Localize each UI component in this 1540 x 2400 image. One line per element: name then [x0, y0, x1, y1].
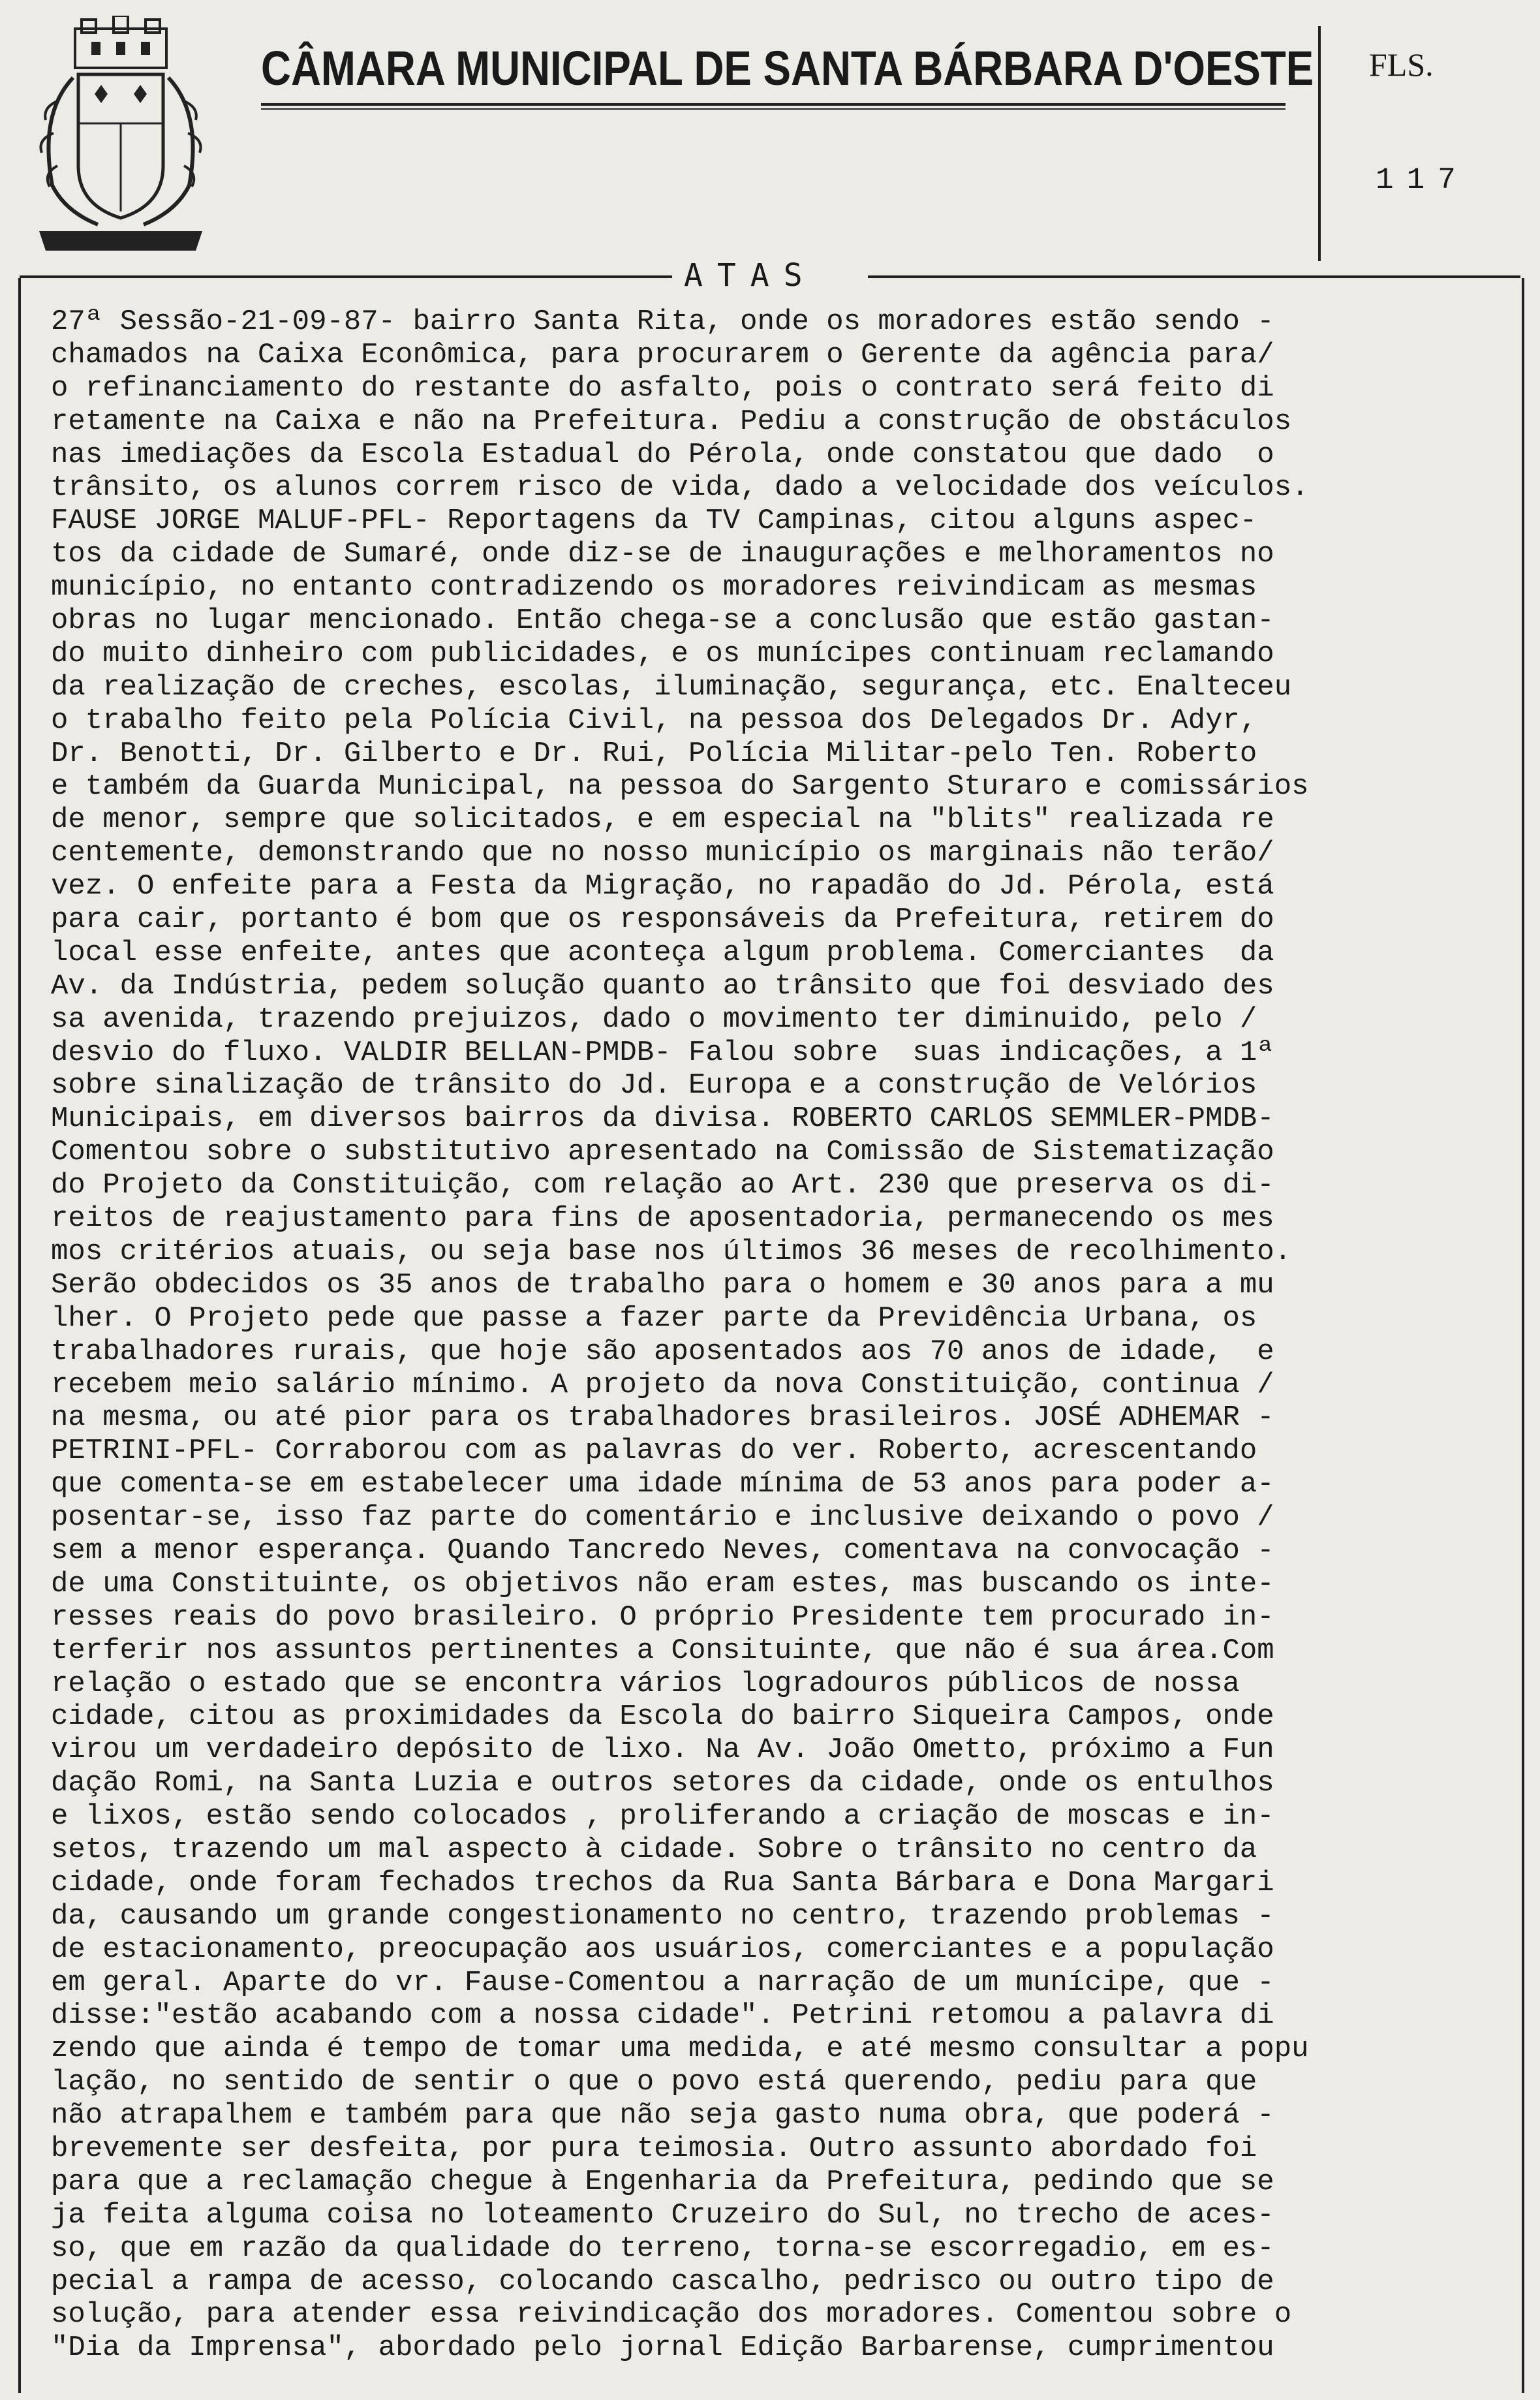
minutes-line: de estacionamento, preocupação aos usuários, comerciantes e a população	[51, 1933, 1274, 1966]
minutes-line: e também da Guarda Municipal, na pessoa do Sargento Sturaro e comissários	[51, 770, 1309, 803]
minutes-line: recebem meio salário mínimo. A projeto da nova Constituição, continua /	[51, 1368, 1274, 1401]
minutes-line: cidade, onde foram fechados trechos da Rua Santa Bárbara e Dona Margari	[51, 1866, 1274, 1899]
minutes-line: obras no lugar mencionado. Então chega-se a conclusão que estão gastan-	[51, 604, 1274, 638]
minutes-line: resses reais do povo brasileiro. O próprio Presidente tem procurado in-	[51, 1600, 1274, 1634]
minutes-line: lação, no sentido de sentir o que o povo está querendo, pediu para que	[51, 2066, 1257, 2099]
minutes-line: chamados na Caixa Econômica, para procurarem o Gerente da agência para/	[51, 338, 1274, 371]
fls-label: FLS.	[1369, 46, 1434, 83]
minutes-line: relação o estado que se encontra vários logradouros públicos de nossa	[51, 1667, 1240, 1700]
minutes-line: na mesma, ou até pior para os trabalhadores brasileiros. JOSÉ ADHEMAR -	[51, 1401, 1274, 1435]
minutes-line: da realização de creches, escolas, iluminação, segurança, etc. Enalteceu	[51, 670, 1292, 704]
municipal-crest-icon	[26, 16, 215, 257]
minutes-line: trânsito, os alunos correm risco de vida, dado a velocidade dos veículos.	[51, 471, 1309, 505]
minutes-line: Dr. Benotti, Dr. Gilberto e Dr. Rui, Polícia Militar-pelo Ten. Roberto	[51, 737, 1257, 770]
minutes-line: FAUSE JORGE MALUF-PFL- Reportagens da TV Campinas, citou alguns aspec-	[51, 505, 1257, 538]
minutes-line: vez. O enfeite para a Festa da Migração, no rapadão do Jd. Pérola, está	[51, 870, 1274, 903]
minutes-line: zendo que ainda é tempo de tomar uma medida, e até mesmo consultar a popu	[51, 2033, 1309, 2066]
minutes-line: disse:"estão acabando com a nossa cidade". Petrini retomou a palavra di	[51, 1999, 1274, 2033]
minutes-line: que comenta-se em estabelecer uma idade mínima de 53 anos para poder a-	[51, 1468, 1274, 1501]
minutes-line: brevemente ser desfeita, por pura teimosia. Outro assunto abordado foi	[51, 2132, 1257, 2165]
title-underline	[261, 103, 1286, 106]
minutes-line: posentar-se, isso faz parte do comentário e inclusive deixando o povo /	[51, 1501, 1274, 1535]
minutes-line: tos da cidade de Sumaré, onde diz-se de inaugurações e melhoramentos no	[51, 538, 1274, 571]
chamber-title: CÂMARA MUNICIPAL DE SANTA BÁRBARA D'OESTE	[261, 41, 1314, 95]
page-number: 117	[1376, 163, 1469, 197]
minutes-line: terferir nos assuntos pertinentes a Consituinte, que não é sua área.Com	[51, 1634, 1274, 1667]
minutes-line: solução, para atender essa reivindicação dos moradores. Comentou sobre o	[51, 2298, 1292, 2331]
minutes-line: mos critérios atuais, ou seja base nos últimos 36 meses de recolhimento.	[51, 1235, 1292, 1268]
minutes-line: sobre sinalização de trânsito do Jd. Europa e a construção de Velórios	[51, 1069, 1257, 1102]
minutes-line: Comentou sobre o substitutivo apresentado na Comissão de Sistematização	[51, 1136, 1274, 1169]
minutes-line: e lixos, estão sendo colocados , proliferando a criação de moscas e in-	[51, 1800, 1274, 1833]
minutes-line: Av. da Indústria, pedem solução quanto ao trânsito que foi desviado des	[51, 969, 1274, 1003]
minutes-line: da, causando um grande congestionamento no centro, trazendo problemas -	[51, 1899, 1274, 1933]
minutes-line: para cair, portanto é bom que os responsáveis da Prefeitura, retirem do	[51, 903, 1274, 937]
header-divider	[1318, 26, 1321, 261]
title-underline-thin	[261, 108, 1286, 110]
minutes-line: local esse enfeite, antes que aconteça algum problema. Comerciantes da	[51, 936, 1274, 969]
minutes-line: Serão obdecidos os 35 anos de trabalho para o homem e 30 anos para a mu	[51, 1268, 1274, 1301]
minutes-line: de menor, sempre que solicitados, e em especial na "blits" realizada re	[51, 803, 1274, 837]
minutes-line: o trabalho feito pela Polícia Civil, na pessoa dos Delegados Dr. Adyr,	[51, 704, 1257, 737]
minutes-line: em geral. Aparte do vr. Fause-Comentou a narração de um munícipe, que -	[51, 1966, 1274, 1999]
minutes-line: sa avenida, trazendo prejuizos, dado o movimento ter diminuido, pelo /	[51, 1003, 1257, 1036]
section-heading: ATAS	[684, 257, 817, 294]
minutes-line: ja feita alguma coisa no loteamento Cruzeiro do Sul, no trecho de aces-	[51, 2198, 1274, 2232]
minutes-line: sem a menor esperança. Quando Tancredo Neves, comentava na convocação -	[51, 1534, 1274, 1567]
minutes-line: lher. O Projeto pede que passe a fazer parte da Previdência Urbana, os	[51, 1301, 1257, 1335]
minutes-line: virou um verdadeiro depósito de lixo. Na Av. João Ometto, próximo a Fun	[51, 1734, 1274, 1767]
minutes-line: trabalhadores rurais, que hoje são aposentados aos 70 anos de idade, e	[51, 1335, 1274, 1368]
minutes-line: do muito dinheiro com publicidades, e os munícipes continuam reclamando	[51, 637, 1274, 670]
minutes-line: Municipais, em diversos bairros da divisa. ROBERTO CARLOS SEMMLER-PMDB-	[51, 1102, 1274, 1136]
minutes-line: pecial a rampa de acesso, colocando cascalho, pedrisco ou outro tipo de	[51, 2265, 1274, 2298]
minutes-line: município, no entanto contradizendo os moradores reivindicam as mesmas	[51, 571, 1257, 604]
minutes-line: o refinanciamento do restante do asfalto, pois o contrato será feito di	[51, 371, 1274, 405]
minutes-line: nas imediações da Escola Estadual do Pérola, onde constatou que dado o	[51, 438, 1274, 471]
minutes-line: não atrapalhem e também para que não seja gasto numa obra, que poderá -	[51, 2099, 1274, 2132]
minutes-line: desvio do fluxo. VALDIR BELLAN-PMDB- Falou sobre suas indicações, a 1ª	[51, 1036, 1274, 1069]
minutes-line: so, que em razão da qualidade do terreno, torna-se escorregadio, em es-	[51, 2232, 1274, 2265]
minutes-line: retamente na Caixa e não na Prefeitura. Pediu a construção de obstáculos	[51, 405, 1292, 438]
minutes-line: setos, trazendo um mal aspecto à cidade. Sobre o trânsito no centro da	[51, 1833, 1257, 1866]
minutes-line: para que a reclamação chegue à Engenharia da Prefeitura, pedindo que se	[51, 2165, 1274, 2198]
minutes-line: centemente, demonstrando que no nosso município os marginais não terão/	[51, 837, 1274, 870]
minutes-line: do Projeto da Constituição, com relação ao Art. 230 que preserva os di-	[51, 1169, 1274, 1202]
minutes-line: 27ª Sessão-21-09-87- bairro Santa Rita, onde os moradores estão sendo -	[51, 305, 1274, 338]
minutes-text	[51, 305, 1486, 2365]
minutes-line: PETRINI-PFL- Corraborou com as palavras do ver. Roberto, acrescentando	[51, 1435, 1257, 1468]
minutes-line: de uma Constituinte, os objetivos não eram estes, mas buscando os inte-	[51, 1567, 1274, 1600]
minutes-line: cidade, citou as proximidades da Escola do bairro Siqueira Campos, onde	[51, 1700, 1274, 1734]
minutes-line: "Dia da Imprensa", abordado pelo jornal Edição Barbarense, cumprimentou	[51, 2331, 1274, 2365]
minutes-line: dação Romi, na Santa Luzia e outros setores da cidade, onde os entulhos	[51, 1767, 1274, 1800]
minutes-line: reitos de reajustamento para fins de aposentadoria, permanecendo os mes	[51, 1202, 1274, 1236]
